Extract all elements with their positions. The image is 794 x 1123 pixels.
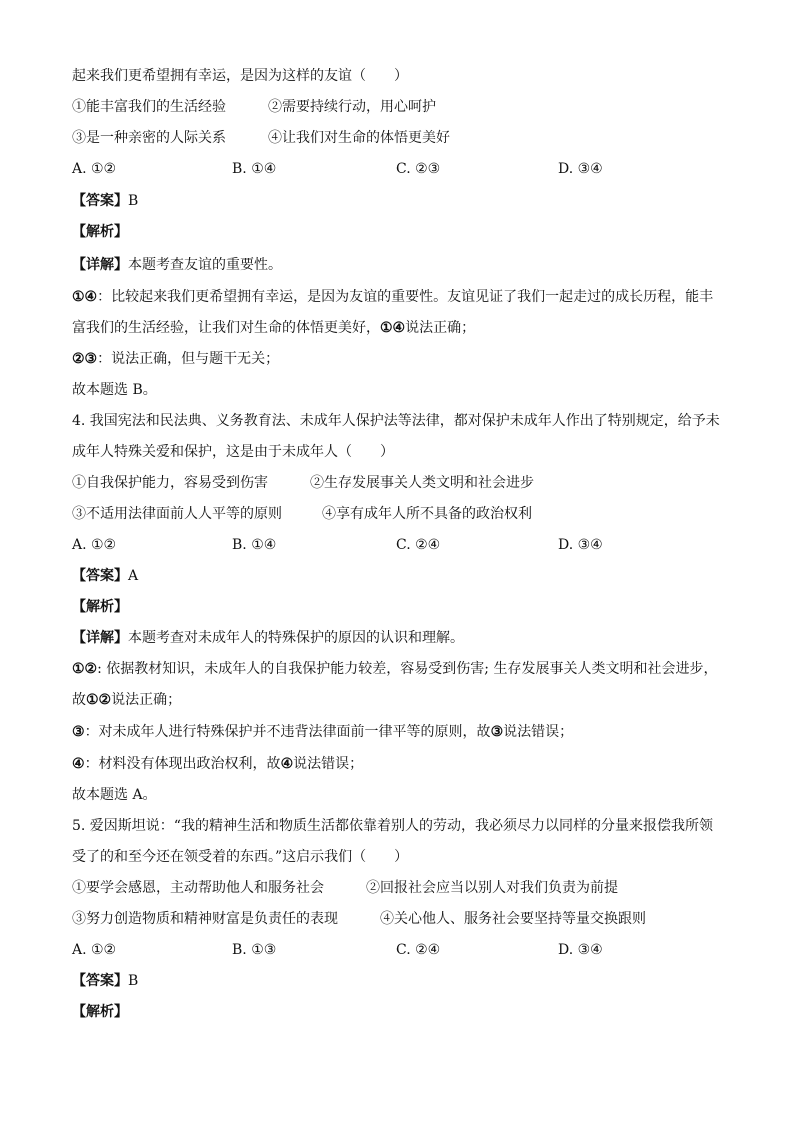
q5-answer xyxy=(72,972,138,990)
detail-tag: 【详解】 xyxy=(72,630,128,646)
explain-text: 说法正确； xyxy=(405,320,476,336)
q4-detail xyxy=(72,629,464,647)
q3-explain-2 xyxy=(72,350,279,368)
explain-text: 说法错误； xyxy=(293,756,364,772)
detail-text: 本题考查对未成年人的特殊保护的原因的认识和理解。 xyxy=(128,630,464,646)
q5-item-2: ②回报社会应当以别人对我们负责为前提 xyxy=(366,880,618,896)
explain-text: ：材料没有体现出政治权利，故 xyxy=(84,756,281,772)
option-ref: ④ xyxy=(280,756,294,772)
q4-explain-2 xyxy=(72,723,573,741)
q3-explain-1-line-1 xyxy=(72,288,713,306)
q3-choice-d: D. ③④ xyxy=(558,161,603,177)
q3-conclusion: 故本题选 B。 xyxy=(72,382,157,398)
answer-tag: 【答案】 xyxy=(72,568,128,584)
q5-stem-line-1: 5. 爱因斯坦说：“我的精神生活和物质生活都依靠着别人的劳动，我必须尽力以同样的分量来报偿我所领 xyxy=(72,818,713,834)
explain-text: 说法正确； xyxy=(111,692,182,708)
q4-explain-3 xyxy=(72,755,363,773)
q4-conclusion: 故本题选 A。 xyxy=(72,787,157,803)
explain-text: 说法错误； xyxy=(503,724,574,740)
q4-item-1: ①自我保护能力，容易受到伤害 xyxy=(72,475,268,491)
q4-analysis-tag: 【解析】 xyxy=(72,599,128,615)
q3-item-4: ④让我们对生命的体悟更美好 xyxy=(268,130,450,146)
q4-stem-line-2: 成年人特殊关爱和保护，这是由于未成年人（ ） xyxy=(72,444,394,460)
q3-item-1: ①能丰富我们的生活经验 xyxy=(72,99,226,115)
q5-stem-line-2: 受了的和至今还在领受着的东西。”这启示我们（ ） xyxy=(72,849,409,865)
q5-choice-d: D. ③④ xyxy=(558,942,603,958)
q3-answer xyxy=(72,192,138,210)
option-ref: ③ xyxy=(72,724,85,740)
q3-analysis-tag: 【解析】 xyxy=(72,224,128,240)
q4-choice-d: D. ③④ xyxy=(558,537,603,553)
q5-choice-c: C. ②④ xyxy=(396,942,441,958)
q3-stem: 起来我们更希望拥有幸运，是因为这样的友谊（ ） xyxy=(72,68,408,84)
q3-detail xyxy=(72,256,282,274)
explain-text: ：比较起来我们更希望拥有幸运，是因为友谊的重要性。友谊见证了我们一起走过的成长历程，能丰 xyxy=(97,289,714,305)
explain-text: : 依据教材知识，未成年人的自我保护能力较差，容易受到伤害; 生存发展事关人类文明和社会进步， xyxy=(97,661,718,677)
answer-tag: 【答案】 xyxy=(72,973,128,989)
q4-explain-1-line-2 xyxy=(72,691,181,709)
option-ref: ①② xyxy=(72,661,98,677)
explain-text: ：说法正确，但与题干无关； xyxy=(97,351,280,367)
q4-stem-line-1: 4. 我国宪法和民法典、义务教育法、未成年人保护法等法律，都对保护未成年人作出了特别规定，给予未 xyxy=(72,413,720,429)
q3-explain-1-line-2 xyxy=(72,319,475,337)
option-ref: ①④ xyxy=(72,289,98,305)
answer-value: A xyxy=(128,568,139,584)
q3-choice-c: C. ②③ xyxy=(396,161,441,177)
option-ref: ①④ xyxy=(380,320,406,336)
q4-item-4: ④享有成年人所不具备的政治权利 xyxy=(322,506,532,522)
q5-item-4: ④关心他人、服务社会要坚持等量交换跟则 xyxy=(380,911,646,927)
option-ref: ④ xyxy=(72,756,85,772)
answer-value: B xyxy=(128,193,139,209)
q5-choice-b: B. ①③ xyxy=(232,942,277,958)
q5-analysis-tag: 【解析】 xyxy=(72,1004,128,1020)
q3-choice-a: A. ①② xyxy=(72,161,117,177)
answer-value: B xyxy=(128,973,139,989)
option-ref: ②③ xyxy=(72,351,98,367)
q3-item-2: ②需要持续行动，用心呵护 xyxy=(268,99,436,115)
q4-choice-a: A. ①② xyxy=(72,537,117,553)
q4-choice-b: B. ①④ xyxy=(232,537,277,553)
q5-item-3: ③努力创造物质和精神财富是负责任的表现 xyxy=(72,911,338,927)
q4-answer xyxy=(72,567,138,585)
q4-choice-c: C. ②④ xyxy=(396,537,441,553)
explain-text: ：对未成年人进行特殊保护并不违背法律面前一律平等的原则，故 xyxy=(84,724,491,740)
q4-explain-1-line-1 xyxy=(72,660,717,678)
option-ref: ①② xyxy=(86,692,112,708)
detail-tag: 【详解】 xyxy=(72,257,128,273)
option-ref: ③ xyxy=(490,724,504,740)
explain-text: 富我们的生活经验，让我们对生命的体悟更美好， xyxy=(72,320,380,336)
q3-item-3: ③是一种亲密的人际关系 xyxy=(72,130,226,146)
q5-item-1: ①要学会感恩，主动帮助他人和服务社会 xyxy=(72,880,324,896)
answer-tag: 【答案】 xyxy=(72,193,128,209)
detail-text: 本题考查友谊的重要性。 xyxy=(128,257,282,273)
q3-choice-b: B. ①④ xyxy=(232,161,277,177)
q4-item-2: ②生存发展事关人类文明和社会进步 xyxy=(310,475,534,491)
q5-choice-a: A. ①② xyxy=(72,942,117,958)
q4-item-3: ③不适用法律面前人人平等的原则 xyxy=(72,506,282,522)
explain-text: 故 xyxy=(72,692,86,708)
